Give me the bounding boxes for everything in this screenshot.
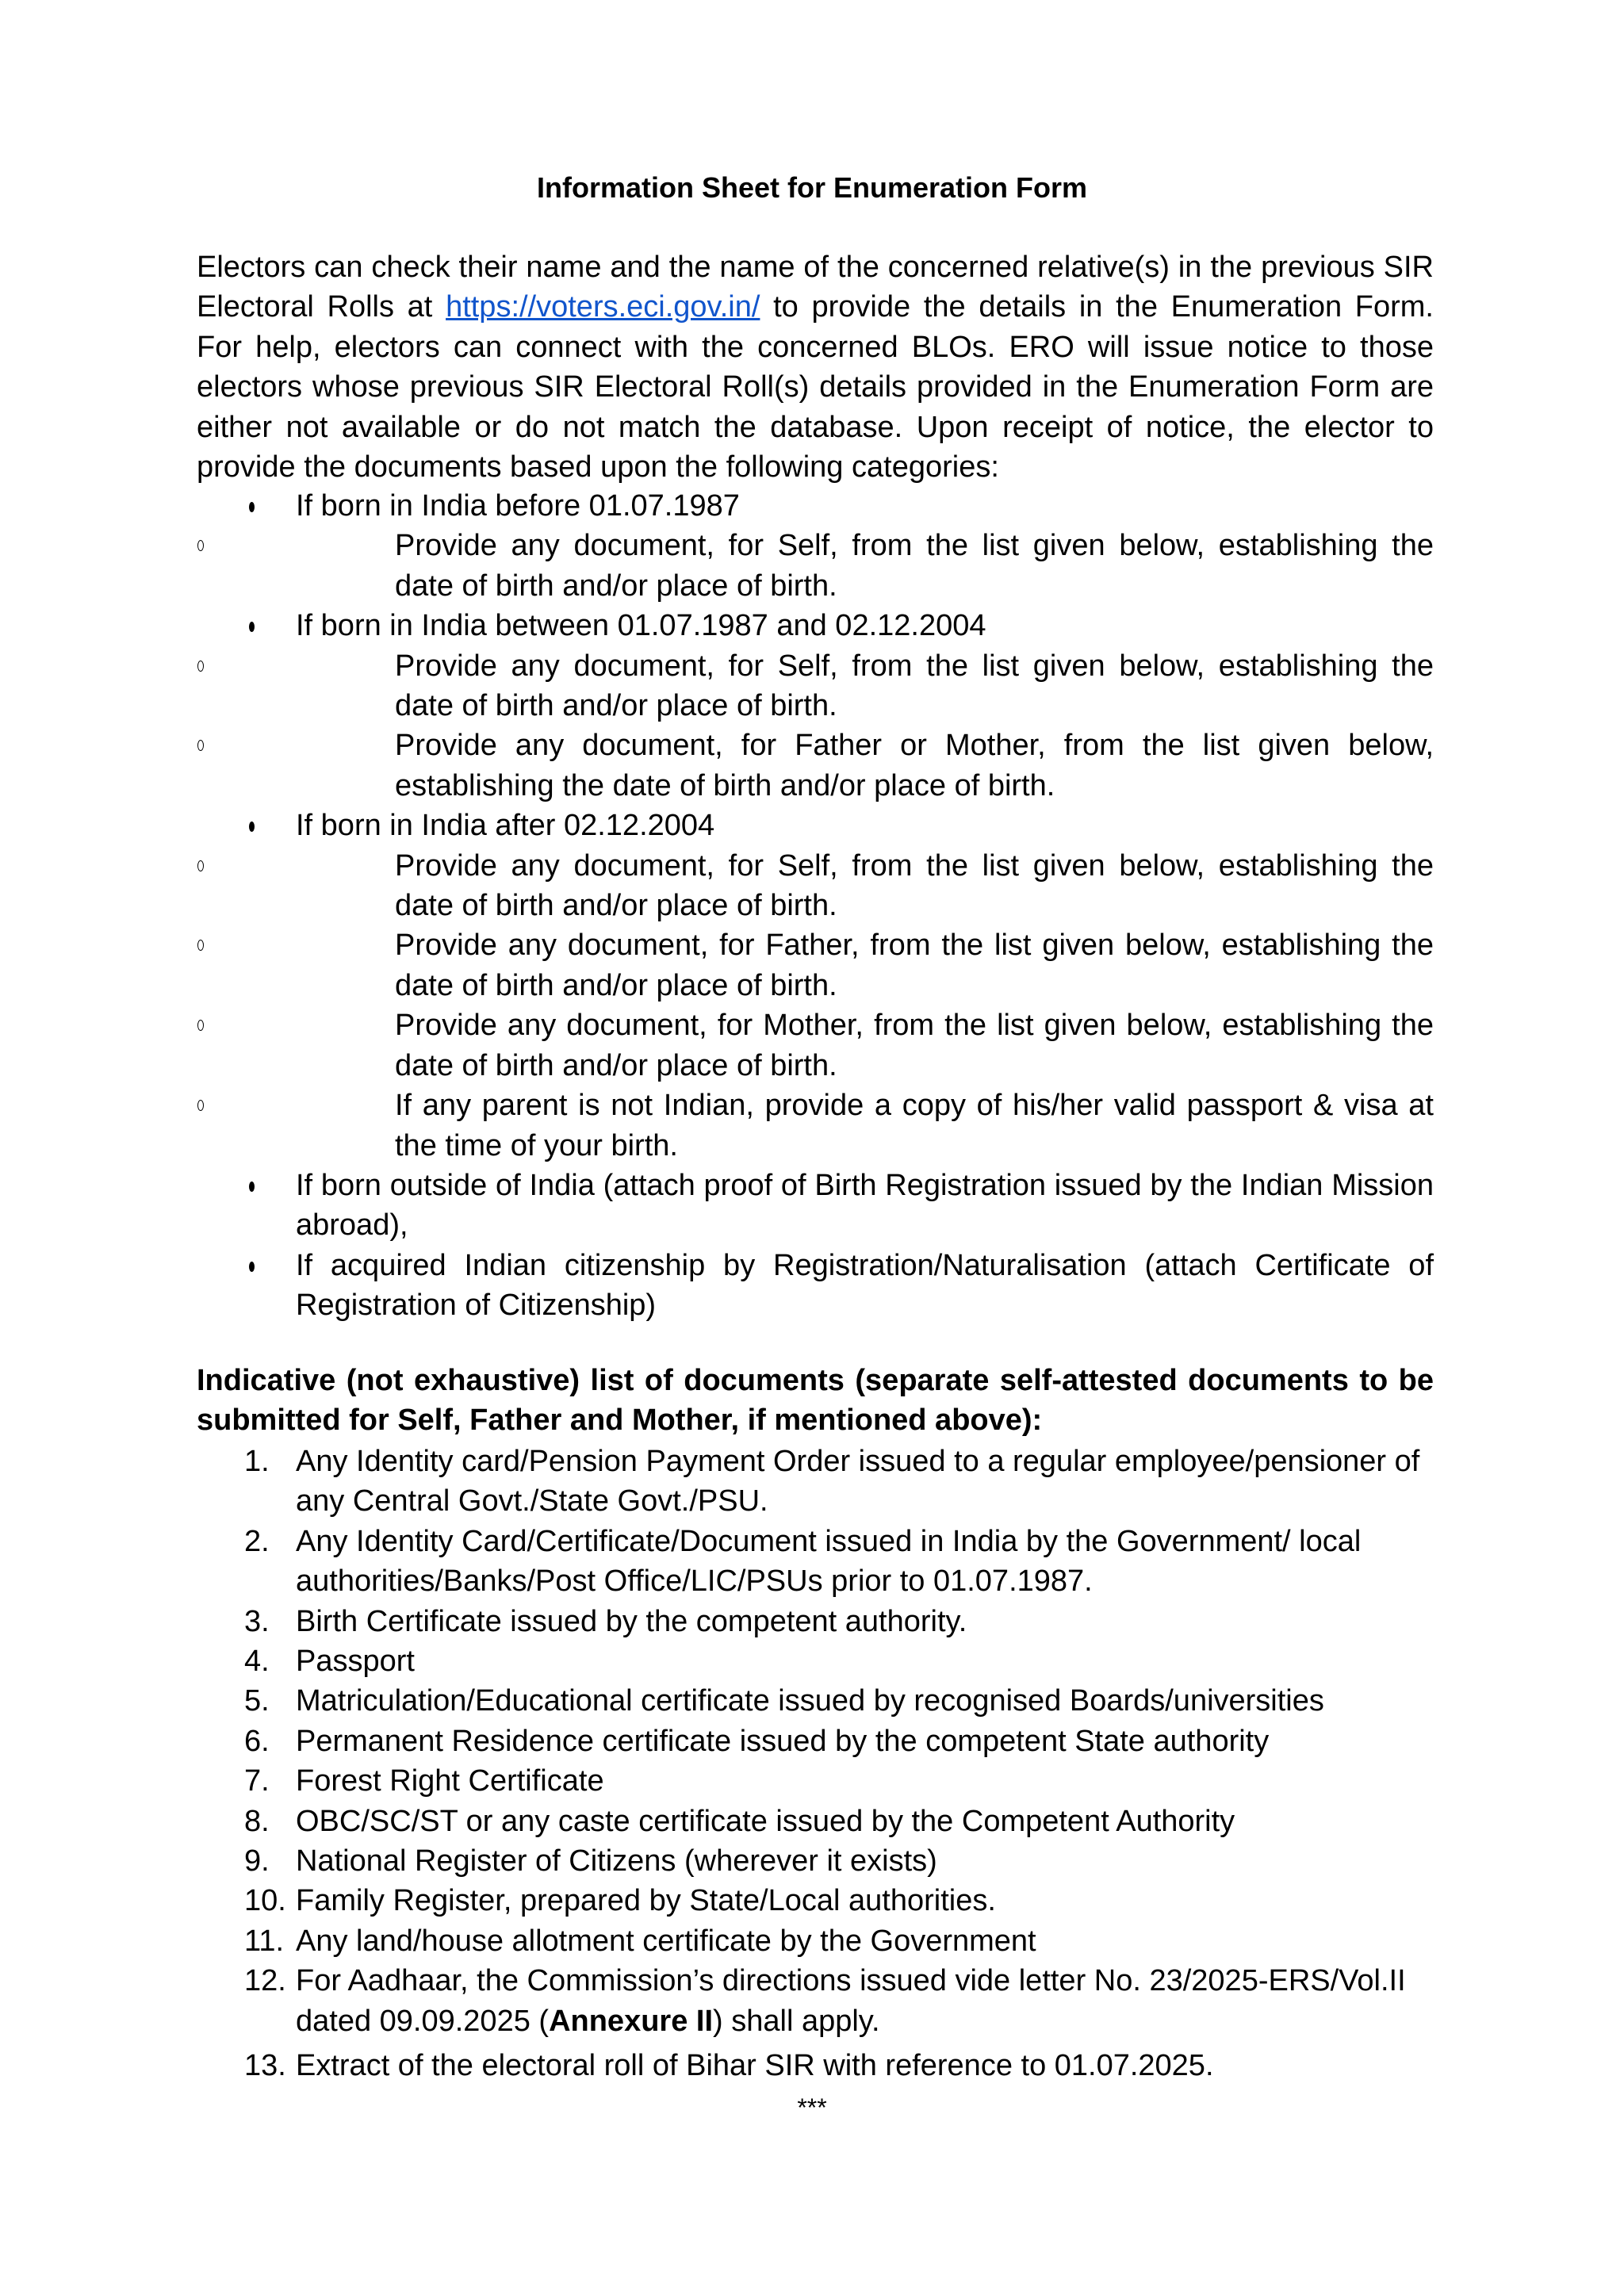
document-text <box>296 1964 1406 2037</box>
document-text: National Register of Citizens (wherever it exists) <box>296 1844 937 1878</box>
document-item <box>197 1522 1434 1602</box>
category-list <box>197 486 1434 1326</box>
document-number: 6. <box>244 1724 270 1758</box>
document-item <box>197 1881 1434 1921</box>
document-number: 2. <box>244 1524 270 1558</box>
document-number: 1. <box>244 1445 270 1478</box>
category-subitem: Provide any document, for Self, from the list given below, establishing the date of birth and/or place of birth. <box>296 846 1434 926</box>
document-text: OBC/SC/ST or any caste certificate issued by the Competent Authority <box>296 1804 1235 1838</box>
intro-text-before-link: Electors can check their name and the name of the concerned relative(s) in the previous SIR Electoral Rolls at <box>197 251 1434 324</box>
document-text: Extract of the electoral roll of Bihar SIR with reference to 01.07.2025. <box>296 2049 1214 2083</box>
aadhaar-text-before: For Aadhaar, the Commission’s directions issued vide letter No. 23/2025-ERS/Vol.II dated 09.09.2025 ( <box>296 1964 1406 2038</box>
document-text: Forest Right Certificate <box>296 1764 604 1798</box>
document-text: Family Register, prepared by State/Local authorities. <box>296 1884 996 1918</box>
document-number: 3. <box>244 1604 270 1638</box>
intro-paragraph <box>197 247 1434 487</box>
voters-portal-link[interactable]: https://voters.eci.gov.in/ <box>446 290 760 324</box>
document-item <box>197 1721 1434 1761</box>
document-text: Any land/house allotment certificate by the Government <box>296 1924 1036 1958</box>
document-number: 5. <box>244 1684 270 1718</box>
document-item <box>197 1602 1434 1641</box>
category-subitem: Provide any document, for Father, from the list given below, establishing the date of birth and/or place of birth. <box>296 925 1434 1005</box>
page-title: Information Sheet for Enumeration Form <box>536 171 1088 204</box>
category-label: If born in India between 01.07.1987 and 02.12.2004 <box>296 609 986 643</box>
category-subitem: Provide any document, for Self, from the list given below, establishing the date of birth and/or place of birth. <box>296 526 1434 606</box>
category-item <box>197 486 1434 606</box>
category-sublist <box>296 846 1434 1166</box>
document-number: 10. <box>244 1884 286 1918</box>
category-item <box>197 806 1434 1166</box>
category-label: If born in India before 01.07.1987 <box>296 489 740 523</box>
document-item <box>197 1802 1434 1841</box>
category-label: If acquired Indian citizenship by Registration/Naturalisation (attach Certificate of Registration of Citizenship) <box>296 1248 1434 1323</box>
category-item <box>197 606 1434 806</box>
document-item <box>197 1921 1434 1961</box>
document-text: Passport <box>296 1645 415 1679</box>
document-item <box>197 1641 1434 1681</box>
annexure-reference: Annexure II <box>549 2004 714 2038</box>
document-number: 13. <box>244 2049 286 2083</box>
document-number: 11. <box>244 1924 285 1958</box>
document-text: Matriculation/Educational certificate issued by recognised Boards/universities <box>296 1684 1324 1718</box>
category-item <box>197 1166 1434 1246</box>
category-subitem: Provide any document, for Mother, from the list given below, establishing the date of birth and/or place of birth. <box>296 1005 1434 1086</box>
category-subitem: Provide any document, for Father or Mother, from the list given below, establishing the date of birth and/or place of birth. <box>296 726 1434 806</box>
document-number: 4. <box>244 1645 270 1679</box>
category-subitem: If any parent is not Indian, provide a copy of his/her valid passport & visa at the time of your birth. <box>296 1086 1434 1166</box>
intro-text-after-link: to provide the details in the Enumeration Form. For help, electors can connect with the concerned BLOs. ERO will issue notice to those electors whose previous SIR Electoral Roll(s) details provided in the Enumeration Form are either not available or do not match the database. Upon receipt of notice, the elector to provide the documents based upon the following categories: <box>197 290 1434 484</box>
document-item <box>197 1442 1434 1522</box>
category-item <box>197 1246 1434 1326</box>
document-number: 8. <box>244 1804 270 1838</box>
aadhaar-text-after: ) shall apply. <box>713 2004 880 2038</box>
documents-list <box>197 1442 1434 2086</box>
category-label: If born outside of India (attach proof of Birth Registration issued by the Indian Mission abroad), <box>296 1168 1434 1243</box>
documents-heading: Indicative (not exhaustive) list of documents (separate self-attested documents to be submitted for Self, Father and Mother, if mentioned above): <box>197 1364 1434 1438</box>
document-text: Birth Certificate issued by the competent authority. <box>296 1604 967 1638</box>
end-of-document-mark: *** <box>797 2093 827 2122</box>
category-sublist <box>296 526 1434 606</box>
document-number: 12. <box>244 1964 286 1998</box>
document-text: Permanent Residence certificate issued by the competent State authority <box>296 1724 1270 1758</box>
document-number: 9. <box>244 1844 270 1878</box>
document-item <box>197 1761 1434 1801</box>
document-text: Any Identity card/Pension Payment Order issued to a regular employee/pensioner of any Central Govt./State Govt./PSU. <box>296 1445 1420 1518</box>
document-number: 7. <box>244 1764 270 1798</box>
document-item-aadhaar <box>197 1961 1434 2041</box>
document-item <box>197 1681 1434 1721</box>
category-subitem: Provide any document, for Self, from the list given below, establishing the date of birth and/or place of birth. <box>296 646 1434 726</box>
document-item <box>197 1841 1434 1881</box>
document-text: Any Identity Card/Certificate/Document issued in India by the Government/ local authorities/Banks/Post Office/LIC/PSUs prior to 01.07.1987. <box>296 1524 1362 1599</box>
category-sublist <box>296 646 1434 806</box>
category-label: If born in India after 02.12.2004 <box>296 809 715 843</box>
document-item-bihar-extract <box>197 2046 1434 2085</box>
